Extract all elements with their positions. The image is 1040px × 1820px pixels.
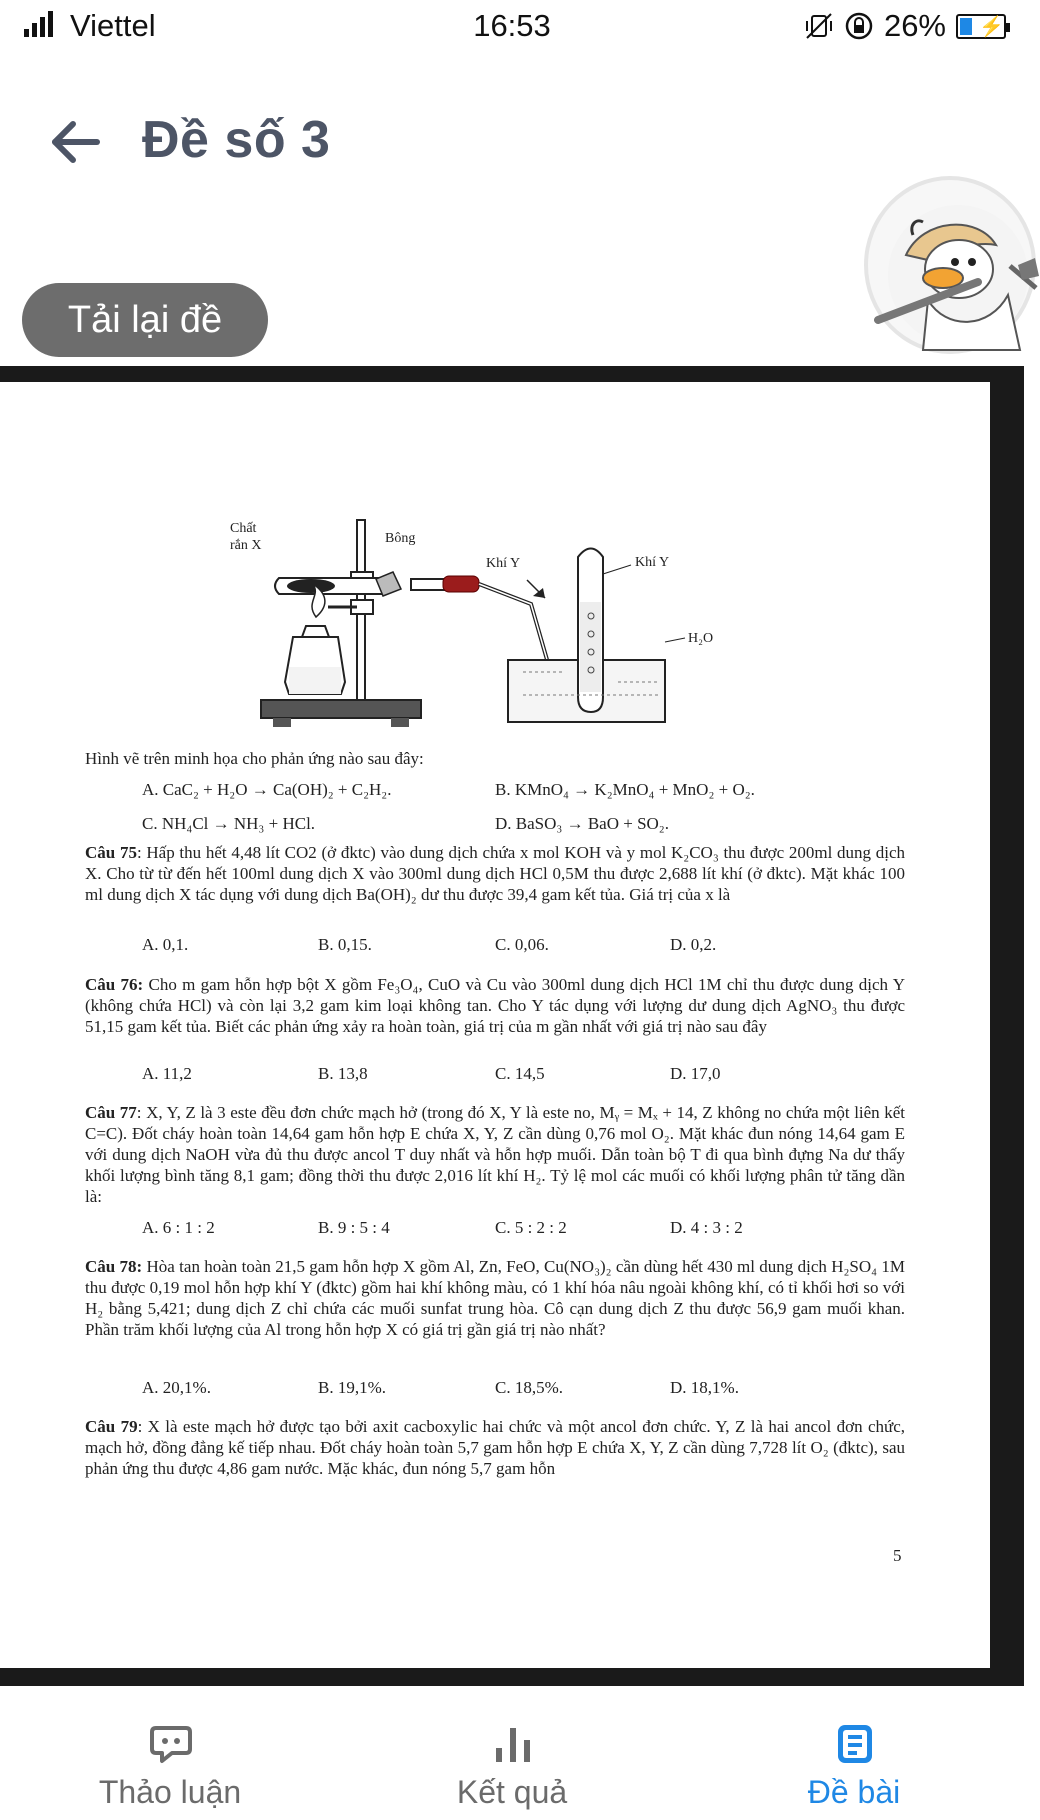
tab-discussion[interactable] <box>50 1720 290 1820</box>
q74-answer-c[interactable]: C. NH₄Cl → NH₃ + HCl. <box>142 814 316 833</box>
document-icon <box>834 1724 876 1764</box>
q74-answer-d[interactable]: D. BaSO₃ → BaO + SO₂. <box>495 814 669 833</box>
reload-exam-button[interactable]: Tải lại đề <box>22 283 268 357</box>
q75-answer-d[interactable]: D. 0,2. <box>670 935 717 954</box>
q74-answer-row-2 <box>142 814 902 838</box>
lab-apparatus-diagram <box>230 512 733 748</box>
q76-answer-b[interactable]: B. 13,8 <box>318 1064 368 1083</box>
question-79 <box>85 1416 905 1479</box>
label-solid-x-line1: Chất <box>230 521 257 536</box>
q76-answers <box>142 1064 902 1088</box>
tab-exam[interactable] <box>734 1720 974 1820</box>
q79-text: : X là este mạch hở được tạo bởi axit cacboxylic hai chức và một ancol đơn chức. Y, Z là hai ancol đơn chức, mạch hở, đồng đẳng kế tiếp nhau. Đốt cháy hoàn toàn 5,7 gam hỗn hợp E chứa X, Y, Z cần dùng 7,728 lít O₂ (đktc), sau phản ứng thu được 4,86 gam nước. Mặc khác, đun nóng 5,7 gam hỗn <box>85 1417 905 1478</box>
q75-answer-a[interactable]: A. 0,1. <box>142 935 189 954</box>
q78-answer-c[interactable]: C. 18,5%. <box>495 1378 563 1397</box>
q78-answer-a[interactable]: A. 20,1%. <box>142 1378 211 1397</box>
status-bar <box>0 0 1024 58</box>
q74-answer-row-1 <box>142 780 902 804</box>
q78-text: Hòa tan hoàn toàn 21,5 gam hỗn hợp X gồm Al, Zn, FeO, Cu(NO₃)₂ cần dùng hết 430 ml dung dịch H₂SO₄ 1M thu được 0,19 mol hỗn hợp khí Y (đktc) gồm hai khí không màu, có 1 khí hóa nâu ngoài không khí, có tỉ khối hơi so với H₂ bằng 5,421; dung dịch Z chỉ chứa các muối sunfat trung hòa. Cô cạn dung dịch Z thu được 56,9 gam muối khan. Phần trăm khối lượng của Al trong hỗn hợp X có giá trị gần giá trị nào nhất? <box>85 1257 905 1339</box>
battery-percent: 26% <box>883 8 946 43</box>
q77-answer-d[interactable]: D. 4 : 3 : 2 <box>670 1218 743 1237</box>
q74-answer-b[interactable]: B. KMnO₄ → K₂MnO₄ + MnO₂ + O₂. <box>495 780 755 799</box>
q79-title: Câu 79 <box>85 1417 138 1436</box>
question-77 <box>85 1102 905 1207</box>
tab-exam-label: Đề bài <box>807 1774 901 1810</box>
q78-title: Câu 78: <box>85 1257 143 1276</box>
rotation-lock-icon <box>844 11 874 41</box>
question-74-intro: Hình vẽ trên minh họa cho phản ứng nào sau đây: <box>85 749 424 768</box>
back-arrow-icon[interactable] <box>45 114 105 169</box>
label-cotton: Bông <box>385 531 416 546</box>
q75-text: : Hấp thu hết 4,48 lít CO2 (ở đktc) vào dung dịch chứa x mol KOH và y mol K₂CO₃ thu được 200ml dung dịch X. Cho từ từ đến hết 100ml dung dịch X vào 300ml dung dịch HCl 0,5M thu được 2,688 lít khí (ở đktc). Mặt khác 100 ml dung dịch X tác dụng với dung dịch Ba(OH)₂ dư thu được 39,4 gam kết tủa. Giá trị của x là <box>85 843 905 904</box>
q76-answer-c[interactable]: C. 14,5 <box>495 1064 545 1083</box>
chat-bubble-icon <box>150 1724 192 1764</box>
battery-charging-icon: ⚡ <box>956 14 1006 39</box>
q78-answer-b[interactable]: B. 19,1%. <box>318 1378 386 1397</box>
q75-title: Câu 75 <box>85 843 137 862</box>
bar-chart-icon <box>492 1724 534 1764</box>
avatar[interactable] <box>864 176 1036 354</box>
q75-answer-c[interactable]: C. 0,06. <box>495 935 549 954</box>
exam-viewer[interactable] <box>0 366 1024 1686</box>
question-75 <box>85 842 905 905</box>
q77-title: Câu 77 <box>85 1103 137 1122</box>
question-78 <box>85 1256 905 1340</box>
q74-answer-a[interactable]: A. CaC₂ + H₂O → Ca(OH)₂ + C₂H₂. <box>142 780 392 799</box>
q76-answer-a[interactable]: A. 11,2 <box>142 1064 192 1083</box>
q78-answers <box>142 1378 902 1402</box>
label-gas-y-tube: Khí Y <box>486 556 521 571</box>
q76-answer-d[interactable]: D. 17,0 <box>670 1064 721 1083</box>
q77-answer-a[interactable]: A. 6 : 1 : 2 <box>142 1218 215 1237</box>
label-gas-y-cylinder: Khí Y <box>635 555 670 570</box>
clock: 16:53 <box>473 8 551 43</box>
q75-answer-b[interactable]: B. 0,15. <box>318 935 372 954</box>
bottom-navigation <box>0 1686 1024 1820</box>
page-number: 5 <box>893 1546 902 1565</box>
label-water: H₂O <box>688 631 714 646</box>
label-solid-x-line2: rắn X <box>230 538 262 553</box>
q77-answers <box>142 1218 902 1242</box>
q78-answer-d[interactable]: D. 18,1%. <box>670 1378 739 1397</box>
carrier-name: Viettel <box>70 8 156 43</box>
vibrate-icon <box>804 11 834 41</box>
question-76 <box>85 974 905 1037</box>
q76-text: Cho m gam hỗn hợp bột X gồm Fe₃O₄, CuO và Cu vào 300ml dung dịch HCl 1M chỉ thu được dung dịch Y (không chứa HCl) và còn lại 3,2 gam kim loại không tan. Cho Y tác dụng với lượng dư dung dịch AgNO₃ thu được 51,15 gam kết tủa. Biết các phản ứng xảy ra hoàn toàn, giá trị của m gần nhất với giá trị nào sau đây <box>85 975 905 1036</box>
q76-title: Câu 76: <box>85 975 144 994</box>
tab-discussion-label: Thảo luận <box>98 1774 242 1810</box>
tab-results[interactable] <box>392 1720 632 1820</box>
q77-text: : X, Y, Z là 3 este đều đơn chức mạch hở (trong đó X, Y là este no, Mᵧ = Mₓ + 14, Z không no chứa một liên kết C=C). Đốt cháy hoàn toàn 14,64 gam hỗn hợp E chứa X, Y, Z cần dùng 0,76 mol O₂. Mặt khác đun nóng 14,64 gam E với dung dịch NaOH vừa đủ thu được ancol T duy nhất và hỗn hợp muối. Dẫn toàn bộ T đi qua bình đựng Na dư thấy khối lượng bình tăng 8,1 gam; đồng thời thu được 2,016 lít khí H₂. Tỷ lệ mol các muối có khối lượng phân tử tăng dần là: <box>85 1103 905 1206</box>
tab-results-label: Kết quả <box>456 1774 568 1810</box>
exam-page <box>0 382 990 1668</box>
q75-answers <box>142 935 902 959</box>
status-right <box>804 8 1006 44</box>
page-title: Đề số 3 <box>142 111 331 169</box>
q77-answer-c[interactable]: C. 5 : 2 : 2 <box>495 1218 567 1237</box>
q77-answer-b[interactable]: B. 9 : 5 : 4 <box>318 1218 390 1237</box>
